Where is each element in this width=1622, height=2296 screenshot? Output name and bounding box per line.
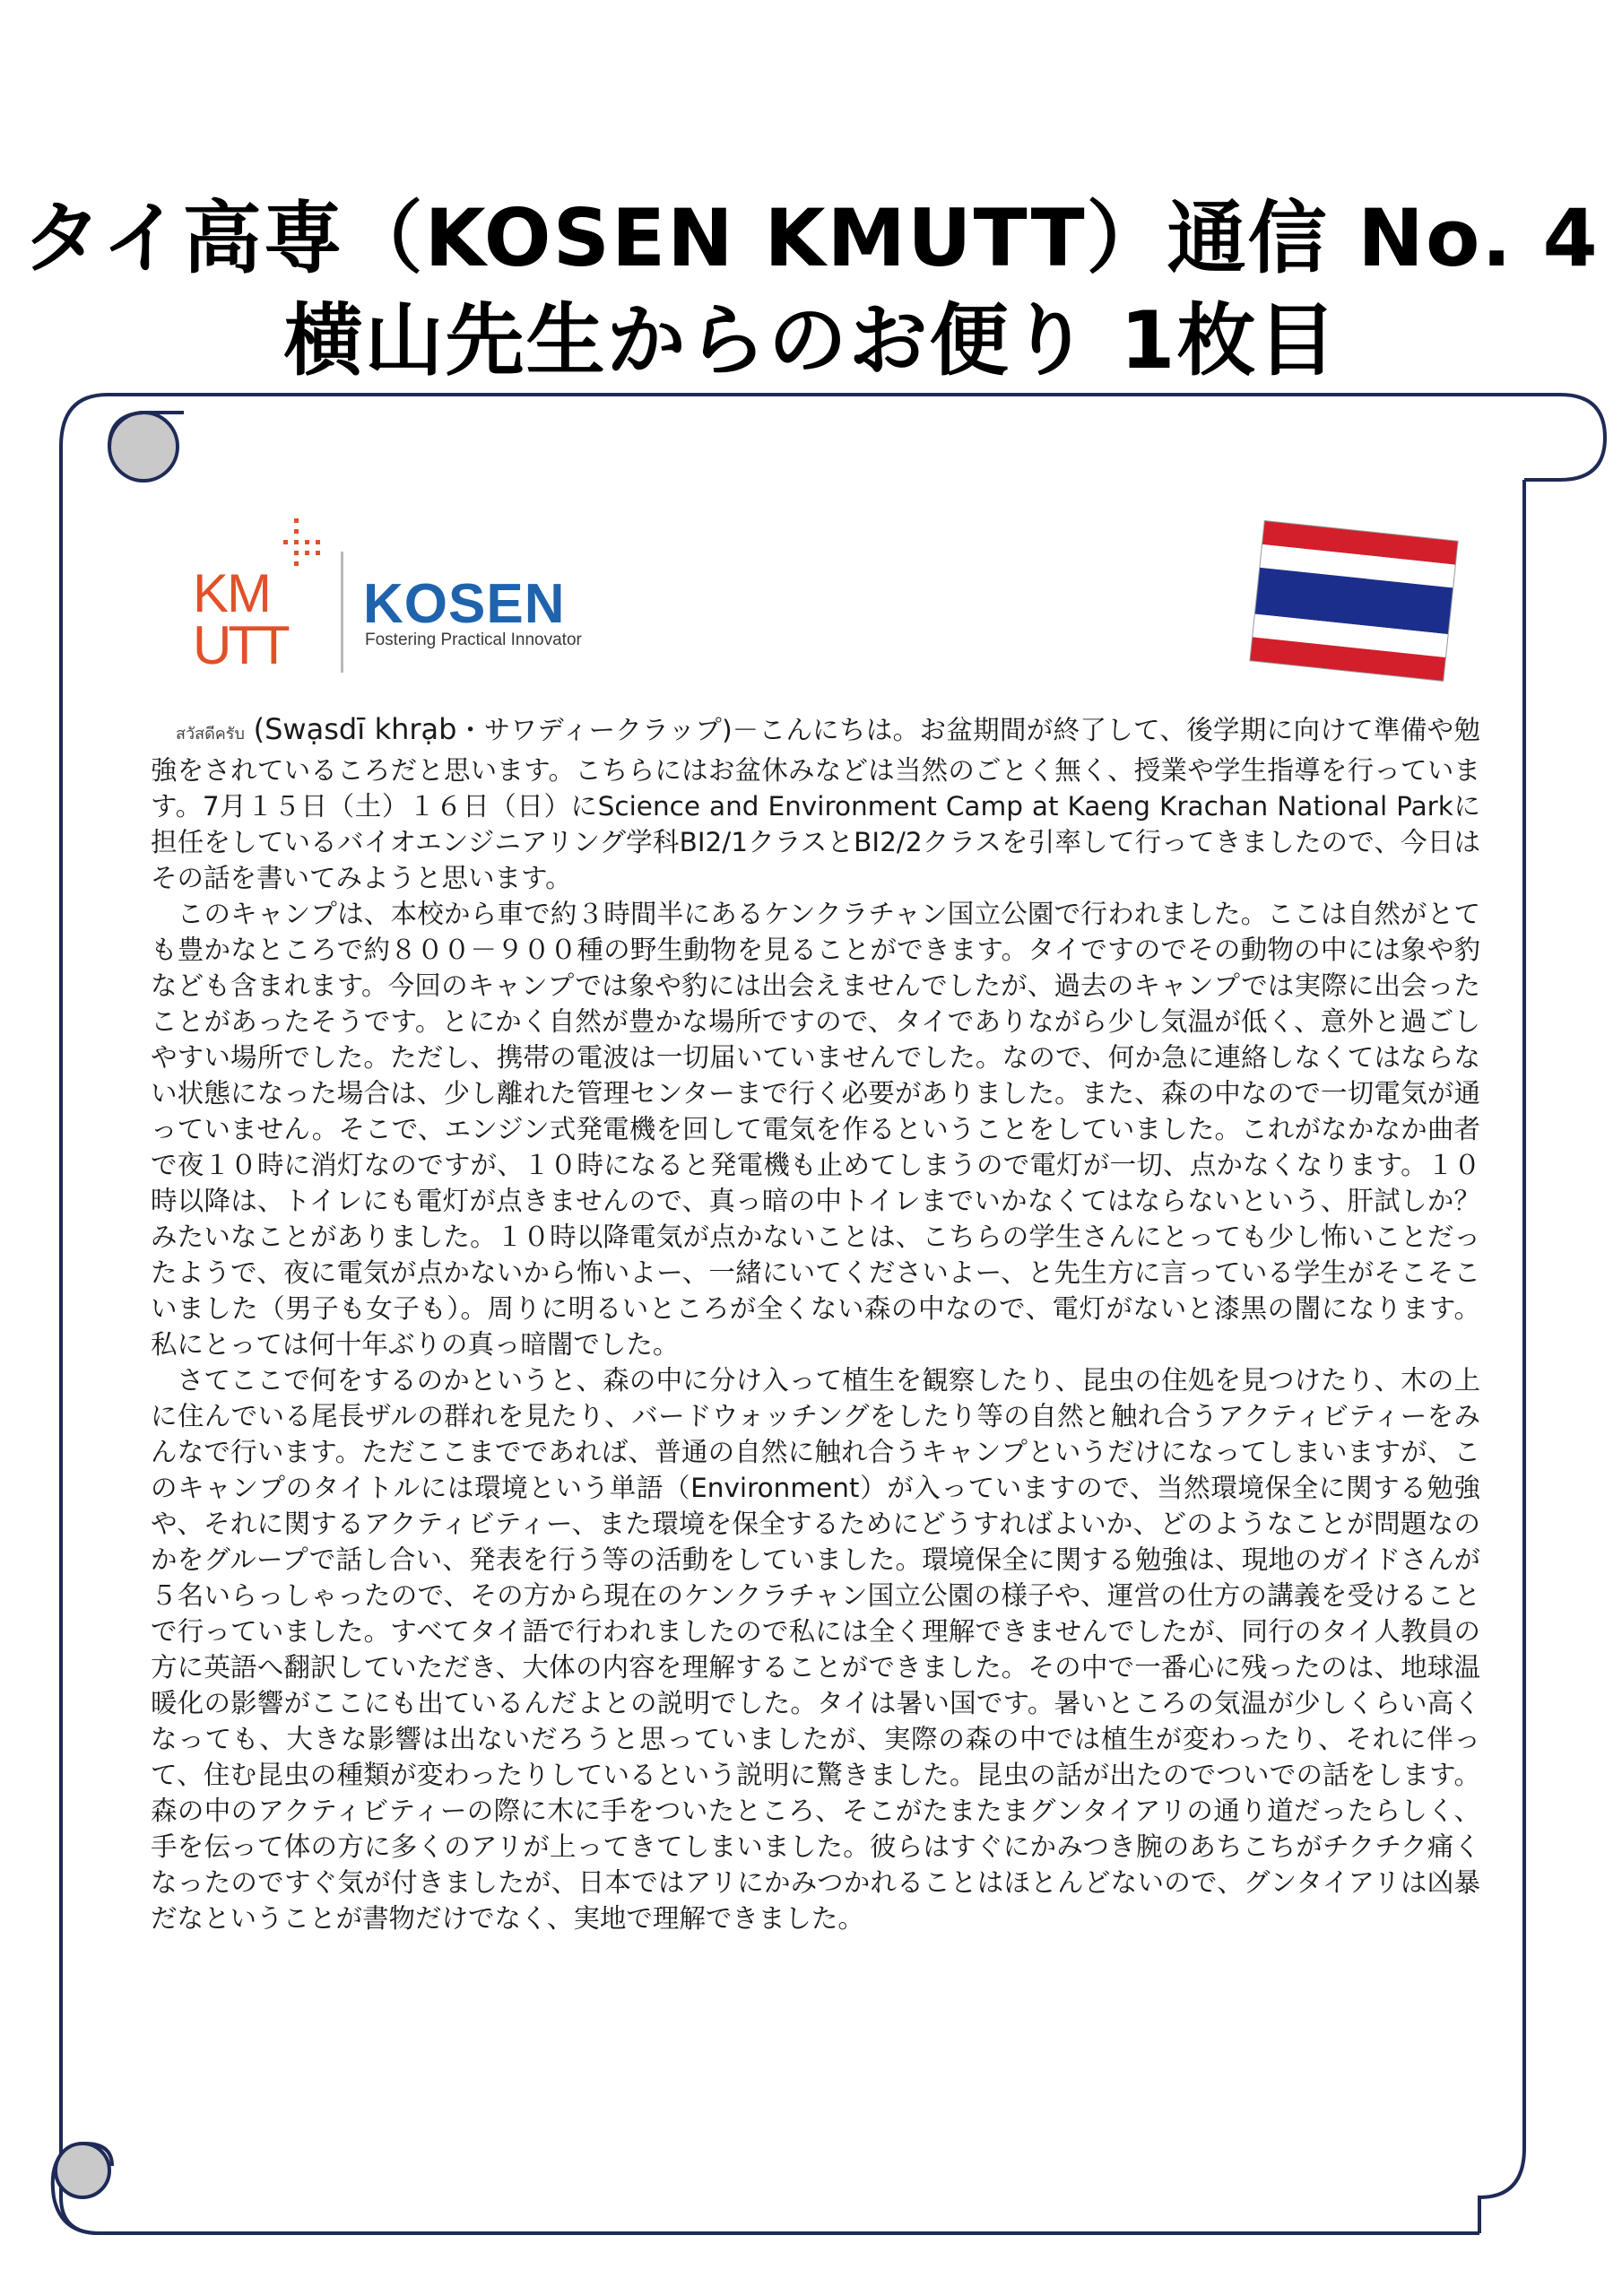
paragraph-1 bbox=[151, 711, 1480, 896]
page-title: タイ高専（KOSEN KMUTT）通信 No. 4 bbox=[22, 192, 1600, 284]
thailand-flag-icon bbox=[1246, 511, 1462, 691]
greeting-romanized: (Swạsdī khrạb bbox=[253, 712, 457, 746]
paragraph-3: さてここで何をするのかというと、森の中に分け入って植生を観察したり、昆虫の住処を見つけたり、木の上に住んでいる尾長ザルの群れを見たり、バードウォッチングをしたり等の自然と触れ合うアクティビティーをみんなで行います。ただここまでであれば、普通の自然に触れ合うキャンプというだけになってしまいますが、このキャンプのタイトルには環境という単語（Environment）が入っていますので、当然環境保全に関する勉強や、それに関するアクティビティー、また環境を保全するためにどうすればよいか、どのようなことが問題なのかをグループで話し合い、発表を行う等の活動をしていました。環境保全に関する勉強は、現地のガイドさんが５名いらっしゃったので、その方から現在のケンクラチャン国立公園の様子や、運営の仕方の講義を受けることで行っていました。すべてタイ語で行われましたので私には全く理解できませんでしたが、同行のタイ人教員の方に英語へ翻訳していただき、大体の内容を理解することができました。その中で一番心に残ったのは、地球温暖化の影響がここにも出ているんだよとの説明でした。タイは暑い国です。暑いところの気温が少しくらい高くなっても、大きな影響は出ないだろうと思っていましたが、実際の森の中では植生が変わったり、それに伴って、住む昆虫の種類が変わったりしているという説明に驚きました。昆虫の話が出たのでついでの話をします。森の中のアクティビティーの際に木に手をついたところ、そこがたまたまグンタイアリの通り道だったらしく、手を伝って体の方に多くのアリが上ってきてしまいました。彼らはすぐにかみつき腕のあちこちがチクチク痛くなったのですぐ気が付きましたが、日本ではアリにかみつかれることはほとんどないので、グンタイアリは凶暴だなということが書物だけでなく、実地で理解できました。 bbox=[151, 1365, 1481, 1934]
bottom-roll bbox=[56, 2144, 109, 2197]
paragraph-1-text: ・サワディークラップ)－こんにちは。お盆期間が終了して、後学期に向けて準備や勉強をされているころだと思います。こちらにはお盆休みなどは当然のごとく無く、授業や学生指導を行っています。7月１５日（土）１６日（日）にScience and Environment Camp at Kaeng Krachan National Parkに担任をしているバイオエンジニアリング学科BI2/1クラスとBI2/2クラスを引率して行ってきましたので、今日はその話を書いてみようと思います。 bbox=[151, 715, 1480, 893]
greeting-thai: สวัสดีครับ bbox=[176, 725, 245, 744]
kosen-logo: KOSEN bbox=[363, 573, 566, 635]
page-subtitle: 横山先生からのお便り 1枚目 bbox=[283, 294, 1339, 387]
paragraph-2: このキャンプは、本校から車で約３時間半にあるケンクラチャン国立公園で行われました。ここは自然がとても豊かなところで約８００－９００種の野生動物を見ることができます。タイですのでその動物の中には象や豹なども含まれます。今回のキャンプでは象や豹には出会えませんでしたが、過去のキャンプでは実際に出会ったことがあったそうです。とにかく自然が豊かな場所ですので、タイでありながら少し気温が低く、意外と過ごしやすい場所でした。ただし、携帯の電波は一切届いていませんでした。なので、何か急に連絡しなくてはならない状態になった場合は、少し離れた管理センターまで行く必要がありました。また、森の中なので一切電気が通っていません。そこで、エンジン式発電機を回して電気を作るということをしていました。これがなかなか曲者で夜１０時に消灯なのですが、１０時になると発電機も止めてしまうので電灯が一切、点かなくなります。１０時以降は、トイレにも電灯が点きませんので、真っ暗の中トイレまでいかなくてはならないという、肝試しか？みたいなことがありました。１０時以降電気が点かないことは、こちらの学生さんにとっても少し怖いことだったようで、夜に電気が点かないから怖いよー、一緒にいてくださいよー、と先生方に言っている学生がそこそこいました（男子も女子も）。周りに明るいところが全くない森の中なので、電灯がないと漆黒の闇になります。私にとっては何十年ぶりの真っ暗闇でした。 bbox=[151, 899, 1481, 1360]
svg-text:KM: KM bbox=[193, 563, 270, 623]
article-body bbox=[151, 711, 1480, 1936]
logo-divider bbox=[341, 552, 343, 673]
svg-text:UTT: UTT bbox=[193, 615, 287, 673]
kmutt-logo bbox=[188, 511, 341, 673]
kosen-tagline: Fostering Practical Innovator bbox=[365, 631, 582, 649]
